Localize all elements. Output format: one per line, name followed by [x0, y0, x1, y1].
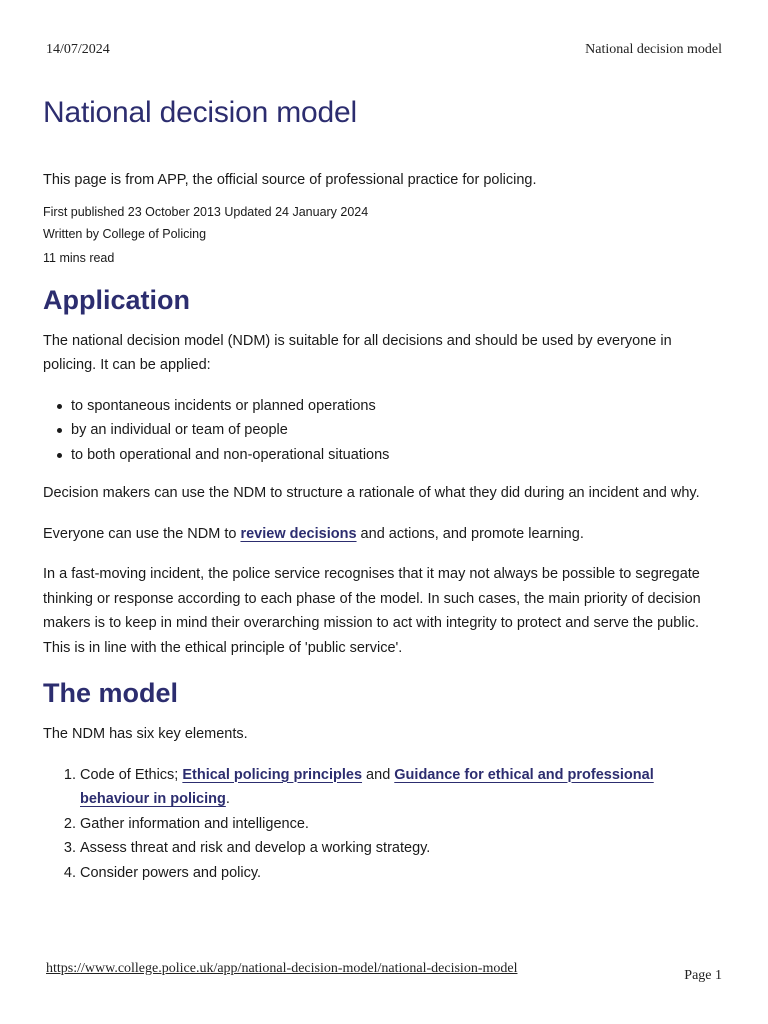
application-paragraph-1: The national decision model (NDM) is suitable for all decisions and should be used by everyone in policing. It can be applied: — [43, 332, 672, 373]
print-footer — [46, 960, 722, 984]
page-title: National decision model — [43, 96, 357, 129]
section-heading-model: The model — [43, 678, 179, 708]
ethical-policing-principles-link[interactable]: Ethical policing principles — [182, 766, 363, 783]
list-item: 4. Consider powers and policy. — [80, 861, 725, 886]
application-paragraph-2: Decision makers can use the NDM to structure a rationale of what they did during an incident and why. — [43, 485, 700, 501]
list-item: to spontaneous incidents or planned operations — [57, 394, 725, 419]
list-item — [80, 763, 725, 812]
page-number: Page 1 — [684, 968, 722, 983]
paragraph-text: and actions, and promote learning. — [356, 525, 584, 542]
author: Written by College of Policing — [43, 226, 207, 241]
section-heading-application: Application — [43, 284, 190, 315]
list-item: to both operational and non-operational situations — [57, 443, 725, 468]
model-elements-list — [43, 763, 725, 886]
application-paragraph-3 — [43, 522, 725, 547]
list-item-text: and — [362, 766, 395, 783]
ethical-guidance-link[interactable]: Guidance for ethical and professional behaviour in policing — [80, 766, 654, 807]
list-item: 3. Assess threat and risk and develop a working strategy. — [80, 836, 725, 861]
print-header — [46, 42, 722, 58]
page-url[interactable]: https://www.college.police.uk/app/national-decision-model/national-decision-model — [46, 961, 518, 976]
application-bullet-list — [43, 394, 725, 468]
list-item: by an individual or team of people — [57, 418, 725, 443]
published-date: First published 23 October 2013 Updated 24 January 2024 — [43, 204, 369, 219]
list-item-text: . — [225, 791, 230, 807]
article-meta — [43, 201, 725, 269]
print-title: National decision model — [585, 42, 722, 57]
intro-text: This page is from APP, the official source of professional practice for policing. — [43, 172, 537, 188]
review-decisions-link[interactable]: review decisions — [240, 525, 357, 542]
read-time: 11 mins read — [43, 250, 115, 265]
print-date: 14/07/2024 — [46, 42, 110, 57]
paragraph-text: Everyone can use the NDM to — [43, 525, 241, 542]
list-item: 2. Gather information and intelligence. — [80, 812, 725, 837]
model-intro: The NDM has six key elements. — [43, 726, 248, 742]
list-item-text: Code of Ethics; — [80, 766, 183, 783]
application-paragraph-4: In a fast-moving incident, the police service recognises that it may not always be possible to segregate thinking or response according to each phase of the model. In such cases, the main priority of decision makers is to keep in mind their overarching mission to act with integrity to protect and serve the public. This is in line with the ethical principle of 'public service'. — [43, 566, 701, 656]
page-content — [43, 94, 725, 885]
